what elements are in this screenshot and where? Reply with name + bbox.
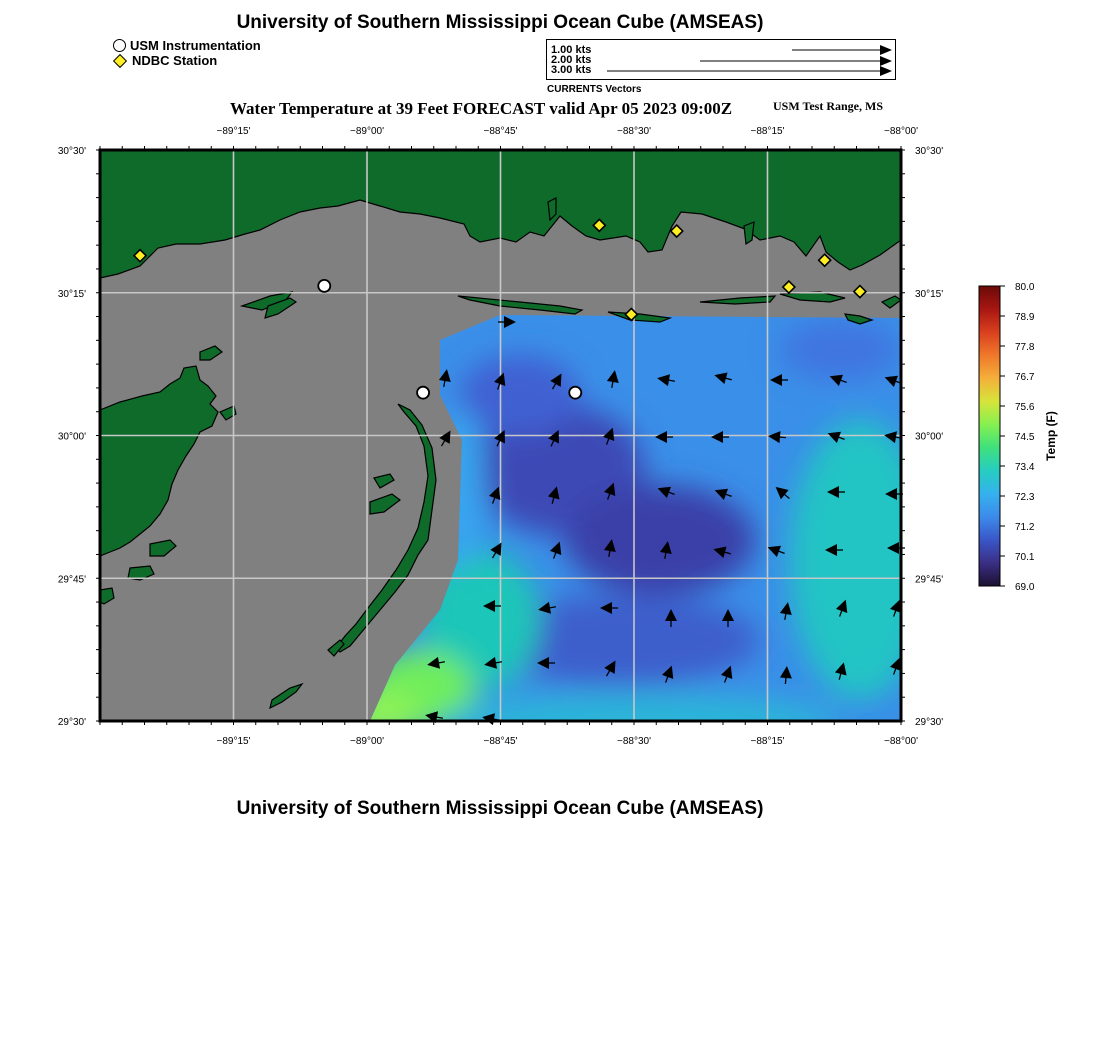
lat-tick-label: 29°30' [57, 717, 86, 728]
lat-tick-label: 30°15' [915, 288, 944, 300]
legend-ndbc-label: NDBC Station [132, 53, 218, 68]
vector-row-3: 3.00 kts [551, 64, 592, 76]
colorbar-tick-label: 72.3 [1015, 492, 1035, 503]
lon-tick-label: −88°00' [884, 126, 918, 137]
lon-tick-label: −88°15' [750, 126, 785, 137]
lon-tick-label: −88°15' [750, 736, 785, 747]
usm-station-marker [569, 387, 581, 399]
page-title: University of Southern Mississippi Ocean Cube (AMSEAS) [236, 12, 764, 33]
colorbar-tick-label: 76.7 [1015, 372, 1035, 383]
lon-tick-label: −88°30' [617, 736, 651, 747]
region-label: USM Test Range, MS [773, 99, 884, 113]
colorbar-tick-label: 70.1 [1015, 552, 1035, 563]
vector-row-2: 2.00 kts [551, 54, 592, 66]
lat-tick-label: 30°00' [915, 431, 944, 443]
colorbar [979, 282, 1058, 593]
lon-tick-label: −88°00' [884, 736, 918, 747]
colorbar-tick-label: 78.9 [1015, 312, 1035, 323]
colorbar-tick-label: 77.8 [1015, 342, 1035, 353]
lat-tick-label: 29°45' [915, 574, 944, 586]
colorbar-tick-label: 71.2 [1015, 522, 1035, 533]
lat-tick-label: 30°00' [57, 431, 86, 443]
map-subtitle: Water Temperature at 39 Feet FORECAST valid Apr 05 2023 09:00Z [230, 99, 733, 118]
colorbar-tick-label: 75.6 [1015, 402, 1035, 413]
lon-tick-label: −88°45' [483, 736, 518, 747]
vector-caption: CURRENTS Vectors [547, 84, 642, 95]
lat-tick-label: 30°15' [57, 288, 86, 300]
lon-tick-label: −89°00' [350, 126, 384, 137]
legend-usm-label: USM Instrumentation [130, 38, 261, 53]
lat-tick-label: 30°30' [57, 146, 86, 157]
footer-title: University of Southern Mississippi Ocean Cube (AMSEAS) [236, 798, 764, 819]
usm-station-marker [417, 387, 429, 399]
colorbar-label: Temp (F) [1044, 411, 1058, 461]
colorbar-tick-label: 80.0 [1015, 282, 1035, 293]
lon-tick-label: −89°00' [350, 736, 384, 747]
lat-tick-label: 29°30' [915, 717, 944, 728]
colorbar-gradient [979, 286, 1000, 586]
lon-tick-label: −89°15' [216, 126, 251, 137]
lon-tick-label: −89°15' [216, 736, 251, 747]
lat-tick-label: 30°30' [915, 146, 944, 157]
colorbar-tick-label: 69.0 [1015, 582, 1035, 593]
vector-row-1: 1.00 kts [551, 44, 592, 56]
lon-tick-label: −88°45' [483, 126, 518, 137]
usm-station-marker [318, 280, 330, 292]
colorbar-ticks [1000, 282, 1035, 593]
colorbar-tick-label: 74.5 [1015, 432, 1035, 443]
lon-tick-label: −88°30' [617, 126, 651, 137]
colorbar-tick-label: 73.4 [1015, 462, 1035, 473]
lat-tick-label: 29°45' [57, 574, 86, 586]
